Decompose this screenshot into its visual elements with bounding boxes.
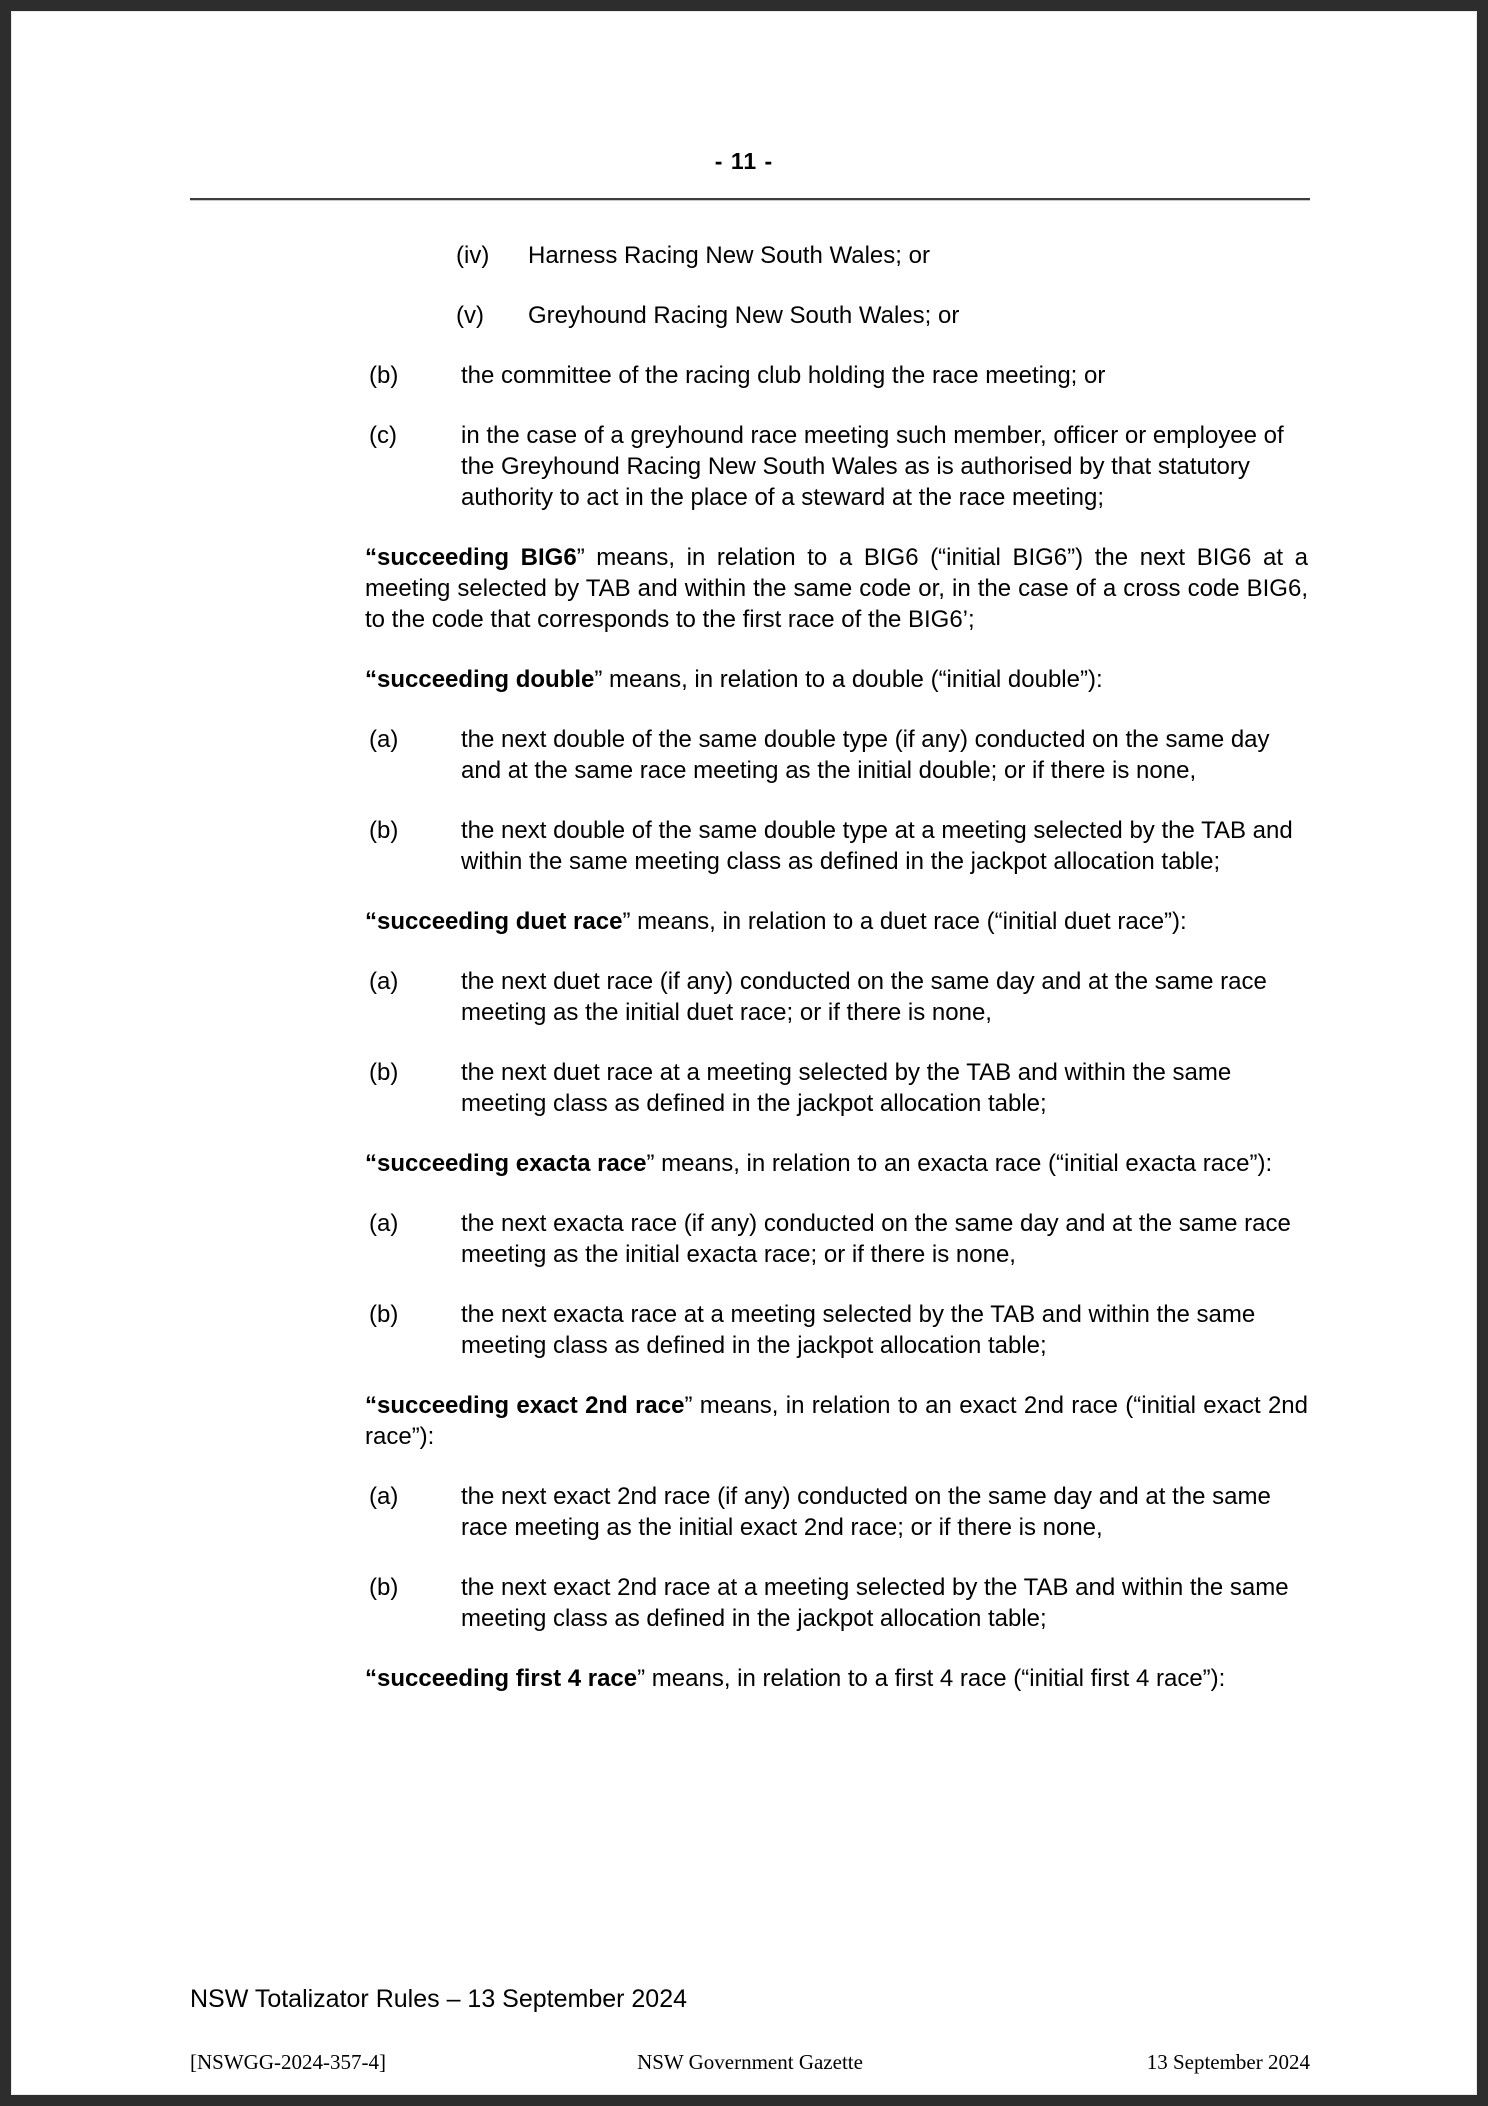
list-item-label: (b) (369, 817, 399, 844)
definition-text: ” means, in relation to a first 4 race (“initial first 4 race”): (637, 1665, 1226, 1692)
list-item (369, 360, 1312, 391)
list-item (369, 1299, 1312, 1361)
list-item-label: (a) (369, 726, 399, 753)
list-item-text: in the case of a greyhound race meeting such member, officer or employee of the Greyhound Racing New South Wales as is authorised by that statutory authority to act in the place of a steward at the race meeting; (461, 422, 1284, 511)
definition-text: ” means, in relation to a duet race (“initial duet race”): (622, 908, 1187, 935)
definition-text: ” means, in relation to an exacta race (“initial exacta race”): (646, 1150, 1273, 1177)
list-item-text: the next exact 2nd race at a meeting selected by the TAB and within the same meeting class as defined in the jackpot allocation table; (461, 1574, 1289, 1632)
list-item-text: the next exacta race at a meeting selected by the TAB and within the same meeting class as defined in the jackpot allocation table; (461, 1301, 1256, 1359)
footer-document-title: NSW Totalizator Rules – 13 September 2024 (190, 1985, 688, 2013)
list-item-text: the next duet race (if any) conducted on the same day and at the same race meeting as the initial duet race; or if there is none, (461, 968, 1267, 1026)
page-number: - 11 - (714, 148, 774, 174)
list-item (369, 1057, 1312, 1119)
list-item-label: (b) (369, 362, 399, 389)
list-item-text: the next exacta race (if any) conducted on the same day and at the same race meeting as the initial exacta race; or if there is none, (461, 1210, 1291, 1268)
list-item (369, 724, 1312, 786)
list-item-label: (c) (369, 422, 397, 449)
definition-term: “succeeding exacta race (365, 1150, 647, 1177)
list-item-label: (b) (369, 1059, 399, 1086)
list-item-label: (a) (369, 968, 399, 995)
definition-paragraph (365, 1390, 1308, 1452)
gazette-title: NSW Government Gazette (637, 2050, 863, 2074)
list-item-text: the next double of the same double type at a meeting selected by the TAB and within the same meeting class as defined in the jackpot allocation table; (461, 817, 1293, 875)
list-item-label: (b) (369, 1574, 399, 1601)
gazette-reference-number: [NSWGG-2024-357-4] (190, 2050, 386, 2074)
list-item-label: (iv) (456, 242, 490, 269)
definition-text: ” means, in relation to an exact 2nd race (“initial exact 2nd race”): (365, 1392, 1308, 1450)
definition-paragraph (365, 1148, 1308, 1179)
list-item (369, 420, 1312, 513)
list-item-text: the next exact 2nd race (if any) conducted on the same day and at the same race meeting as the initial exact 2nd race; or if there is none, (461, 1483, 1271, 1541)
list-item (369, 1572, 1312, 1634)
list-item-text: Harness Racing New South Wales; or (528, 242, 930, 269)
list-item (456, 240, 1228, 271)
list-item (369, 815, 1312, 877)
definition-text: ” means, in relation to a BIG6 (“initial BIG6”) the next BIG6 at a meeting selected by TAB and within the same code or, in the case of a cross code BIG6, to the code that corresponds to the first race of the BIG6’; (365, 544, 1308, 633)
list-item-text: Greyhound Racing New South Wales; or (528, 302, 960, 329)
list-item-text: the next double of the same double type (if any) conducted on the same day and at the same race meeting as the initial double; or if there is none, (461, 726, 1270, 784)
document-page (11, 11, 1477, 2095)
definition-text: ” means, in relation to a double (“initial double”): (594, 666, 1103, 693)
definition-term: “succeeding first 4 race (365, 1665, 638, 1692)
gazette-date: 13 September 2024 (1146, 2050, 1310, 2074)
definition-term: “succeeding duet race (365, 908, 623, 935)
definition-term: “succeeding exact 2nd race (365, 1392, 685, 1419)
header-rule (190, 198, 1310, 201)
list-item (369, 966, 1312, 1028)
list-item-text: the next duet race at a meeting selected by the TAB and within the same meeting class as defined in the jackpot allocation table; (461, 1059, 1232, 1117)
definition-paragraph (365, 906, 1308, 937)
list-item (369, 1208, 1312, 1270)
list-item-label: (a) (369, 1483, 399, 1510)
definition-paragraph (365, 1663, 1308, 1694)
definition-paragraph (365, 542, 1308, 635)
list-item-text: the committee of the racing club holding the race meeting; or (461, 362, 1106, 389)
definition-term: “succeeding BIG6 (365, 544, 577, 571)
list-item-label: (b) (369, 1301, 399, 1328)
list-item (369, 1481, 1312, 1543)
list-item-label: (a) (369, 1210, 399, 1237)
definition-term: “succeeding double (365, 666, 595, 693)
list-item-label: (v) (456, 302, 484, 329)
definition-paragraph (365, 664, 1308, 695)
list-item (456, 300, 1228, 331)
document-body (365, 240, 1308, 1723)
